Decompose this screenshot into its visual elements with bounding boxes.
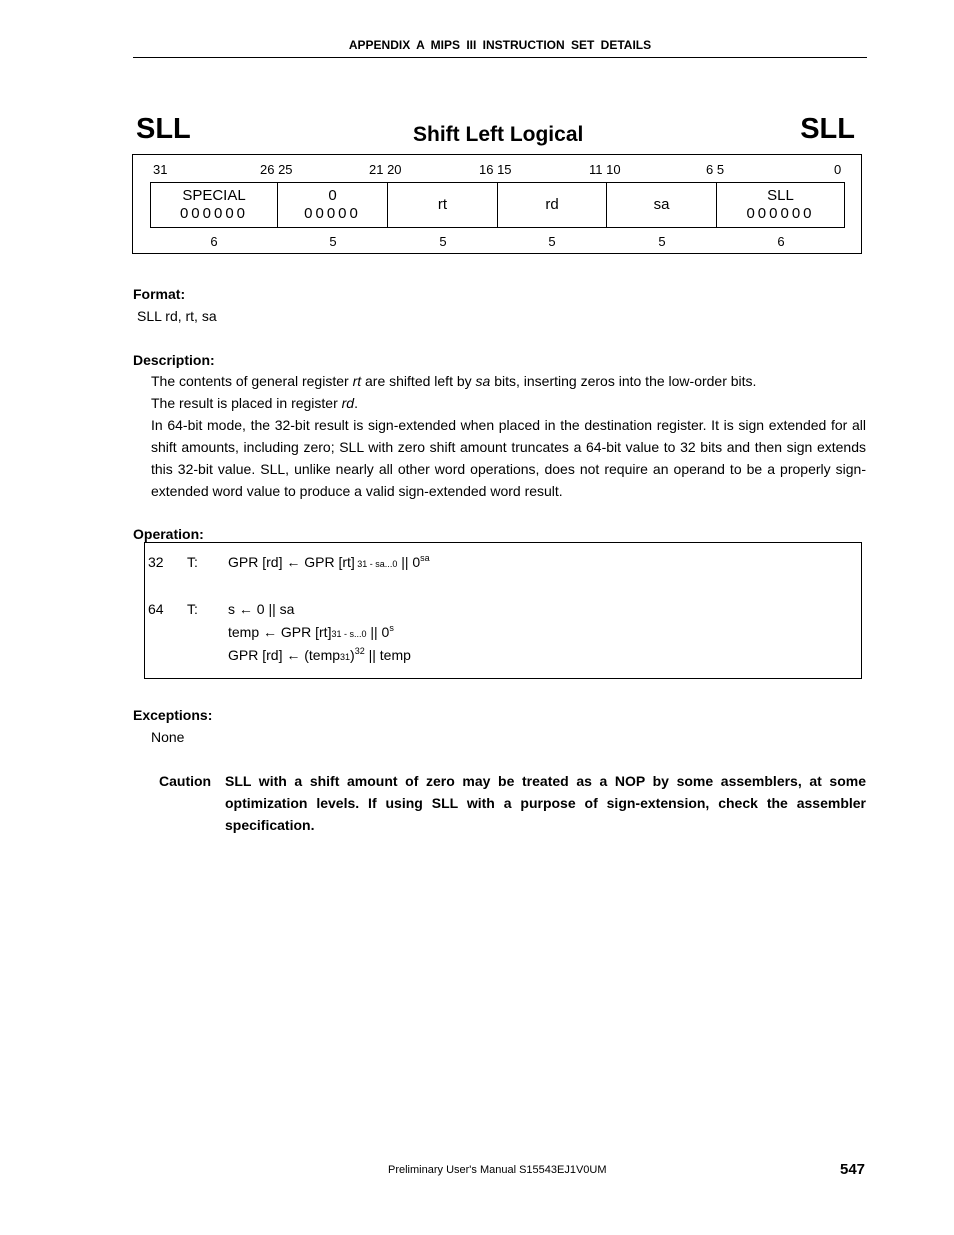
exceptions-text: None (151, 729, 185, 745)
op-mode-64: 64 (148, 601, 164, 617)
field-function-sll (717, 183, 844, 227)
mnemonic-left: SLL (136, 113, 191, 145)
field-width: 5 (329, 234, 337, 249)
op-statement: GPR [rd] ← GPR [rt] 31 - sa...0 || $0^{sa}$ (228, 553, 430, 570)
field-special (151, 183, 278, 227)
field-code: 000000 (746, 205, 815, 222)
bit-number: 11 10 (589, 162, 621, 177)
field-width: 5 (658, 234, 666, 249)
field-name: SLL (767, 187, 794, 204)
exceptions-heading: Exceptions: (133, 707, 213, 723)
field-code: 000000 (179, 205, 249, 222)
bit-number: 6 5 (706, 162, 725, 177)
bit-number: 31 (153, 162, 168, 177)
description-line: this 32-bit value. SLL, unlike nearly all other word operations, does not require an operand to be a properly sign- (151, 461, 866, 477)
mnemonic-right: SLL (800, 113, 855, 145)
caution-line: specification. (225, 817, 315, 833)
bit-number: 0 (834, 162, 842, 177)
description-line: In 64-bit mode, the 32-bit result is sign-extended when placed in the destination register. It is sign extended for all (151, 417, 866, 433)
operation-box (144, 542, 862, 679)
field-width: 6 (210, 234, 218, 249)
caution-label: Caution (159, 773, 212, 789)
op-timing: T: (187, 554, 198, 570)
instruction-fields (150, 182, 845, 228)
field-code: 00000 (304, 205, 361, 222)
field-name: SPECIAL (182, 187, 246, 204)
instruction-format-table (132, 154, 862, 254)
bit-number: 26 25 (260, 162, 293, 177)
op-statement: temp ← GPR [rt]31 - s...0 || 0$^s$ (228, 623, 394, 640)
caution-line: optimization levels. If using SLL with a purpose of sign-extension, check the assembler (225, 795, 866, 811)
description-line: The contents of general register rt are shifted left by sa bits, inserting zeros into the low-order bits. (151, 373, 757, 389)
field-width: 6 (777, 234, 785, 249)
description-line: shift amounts, including zero; SLL with zero shift amount truncates a 64-bit value to 32 bits and then sign extends (151, 439, 866, 455)
field-width: 5 (439, 234, 447, 249)
description-heading: Description: (133, 352, 215, 368)
caution-line: SLL with a shift amount of zero may be treated as a NOP by some assemblers, at some (225, 773, 866, 789)
field-name: sa (653, 196, 670, 213)
field-name: 0 (328, 187, 337, 204)
running-header: APPENDIX A MIPS III INSTRUCTION SET DETAILS (348, 38, 652, 52)
field-sa (607, 183, 717, 227)
operation-heading: Operation: (133, 526, 204, 542)
description-line: The result is placed in register rd. (151, 395, 358, 411)
op-statement: s ← 0 || sa (228, 601, 295, 617)
footer-manual-title: Preliminary User's Manual S15543EJ1V0UM (388, 1164, 607, 1176)
op-mode-32: 32 (148, 554, 164, 570)
bit-number: 16 15 (479, 162, 512, 177)
field-rt (388, 183, 498, 227)
field-name: rt (437, 196, 448, 213)
format-heading: Format: (133, 286, 186, 302)
field-rd (498, 183, 607, 227)
format-syntax: SLL rd, rt, sa (137, 308, 217, 324)
field-width: 5 (548, 234, 556, 249)
description-line: extended word value to produce a valid sign-extended word result. (151, 483, 563, 499)
instruction-name: Shift Left Logical (413, 123, 584, 146)
op-statement: GPR [rd] ← (temp31)$^{32}$ || temp (228, 646, 411, 663)
op-timing: T: (187, 601, 198, 617)
bit-number: 21 20 (369, 162, 402, 177)
field-zero (278, 183, 388, 227)
header-rule (133, 57, 867, 58)
page-number: 547 (840, 1161, 866, 1178)
field-name: rd (545, 196, 559, 213)
